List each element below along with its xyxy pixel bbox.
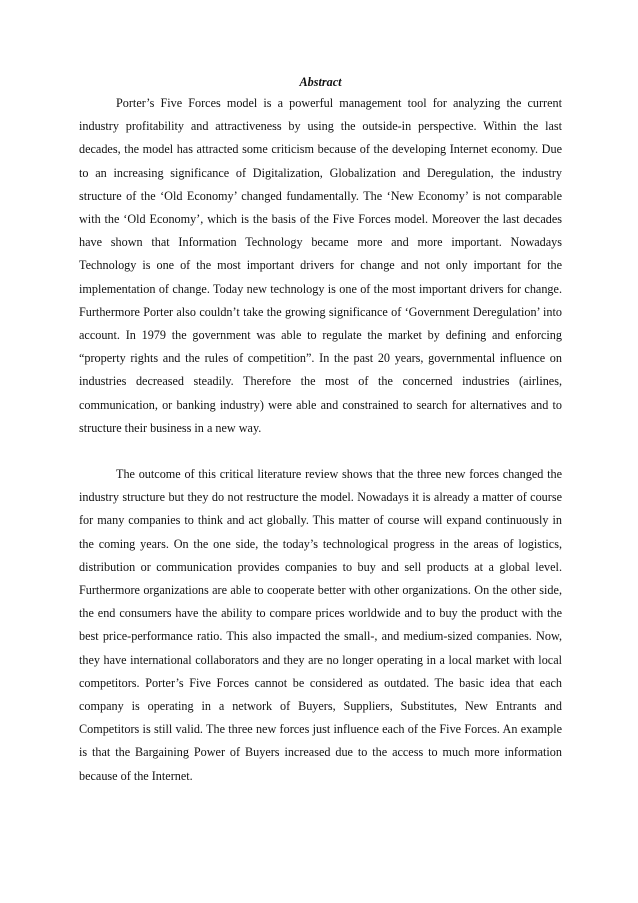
paragraph-spacer [79, 440, 562, 463]
abstract-paragraph-1: Porter’s Five Forces model is a powerful management tool for analyzing the current industry profitability and attractiveness by using the outside-in perspective. Within the last decades, the model has attracted some criticism because of the developing Internet economy. Due to an increasing significance of Digitalization, Globalization and Deregulation, the industry structure of the ‘Old Economy’ changed fundamentally. The ‘New Economy’ is not comparable with the ‘Old Economy’, which is the basis of the Five Forces model. Moreover the last decades have shown that Information Technology became more and more important. Nowadays Technology is one of the most important drivers for change and not only important for the implementation of change. Today new technology is one of the most important drivers for change. Furthermore Porter also couldn’t take the growing significance of ‘Government Deregulation’ into account. In 1979 the government was able to regulate the market by defining and enforcing “property rights and the rules of competition”. In the past 20 years, governmental influence on industries decreased steadily. Therefore the most of the concerned industries (airlines, communication, or banking industry) were able and constrained to search for alternatives and to structure their business in a new way. [79, 96, 562, 435]
abstract-paragraph-2: The outcome of this critical literature review shows that the three new forces changed the industry structure but they do not restructure the model. Nowadays it is already a matter of course for many companies to think and act globally. This matter of course will expand continuously in the coming years. On the one side, the today’s technological progress in the areas of logistics, distribution or communication provides companies to buy and sell products at a global level. Furthermore organizations are able to cooperate better with other organizations. On the other side, the end consumers have the ability to compare prices worldwide and to buy the product with the best price-performance ratio. This also impacted the small-, and medium-sized companies. Now, they have international collaborators and they are no longer operating in a local market with local competitors. Porter’s Five Forces cannot be considered as outdated. The basic idea that each company is operating in a network of Buyers, Suppliers, Substitutes, New Entrants and Competitors is still valid. The three new forces just influence each of the Five Forces. An example is that the Bargaining Power of Buyers increased due to the access to much more information because of the Internet. [79, 467, 562, 783]
abstract-title: Abstract [299, 75, 342, 89]
document-page [79, 74, 562, 788]
